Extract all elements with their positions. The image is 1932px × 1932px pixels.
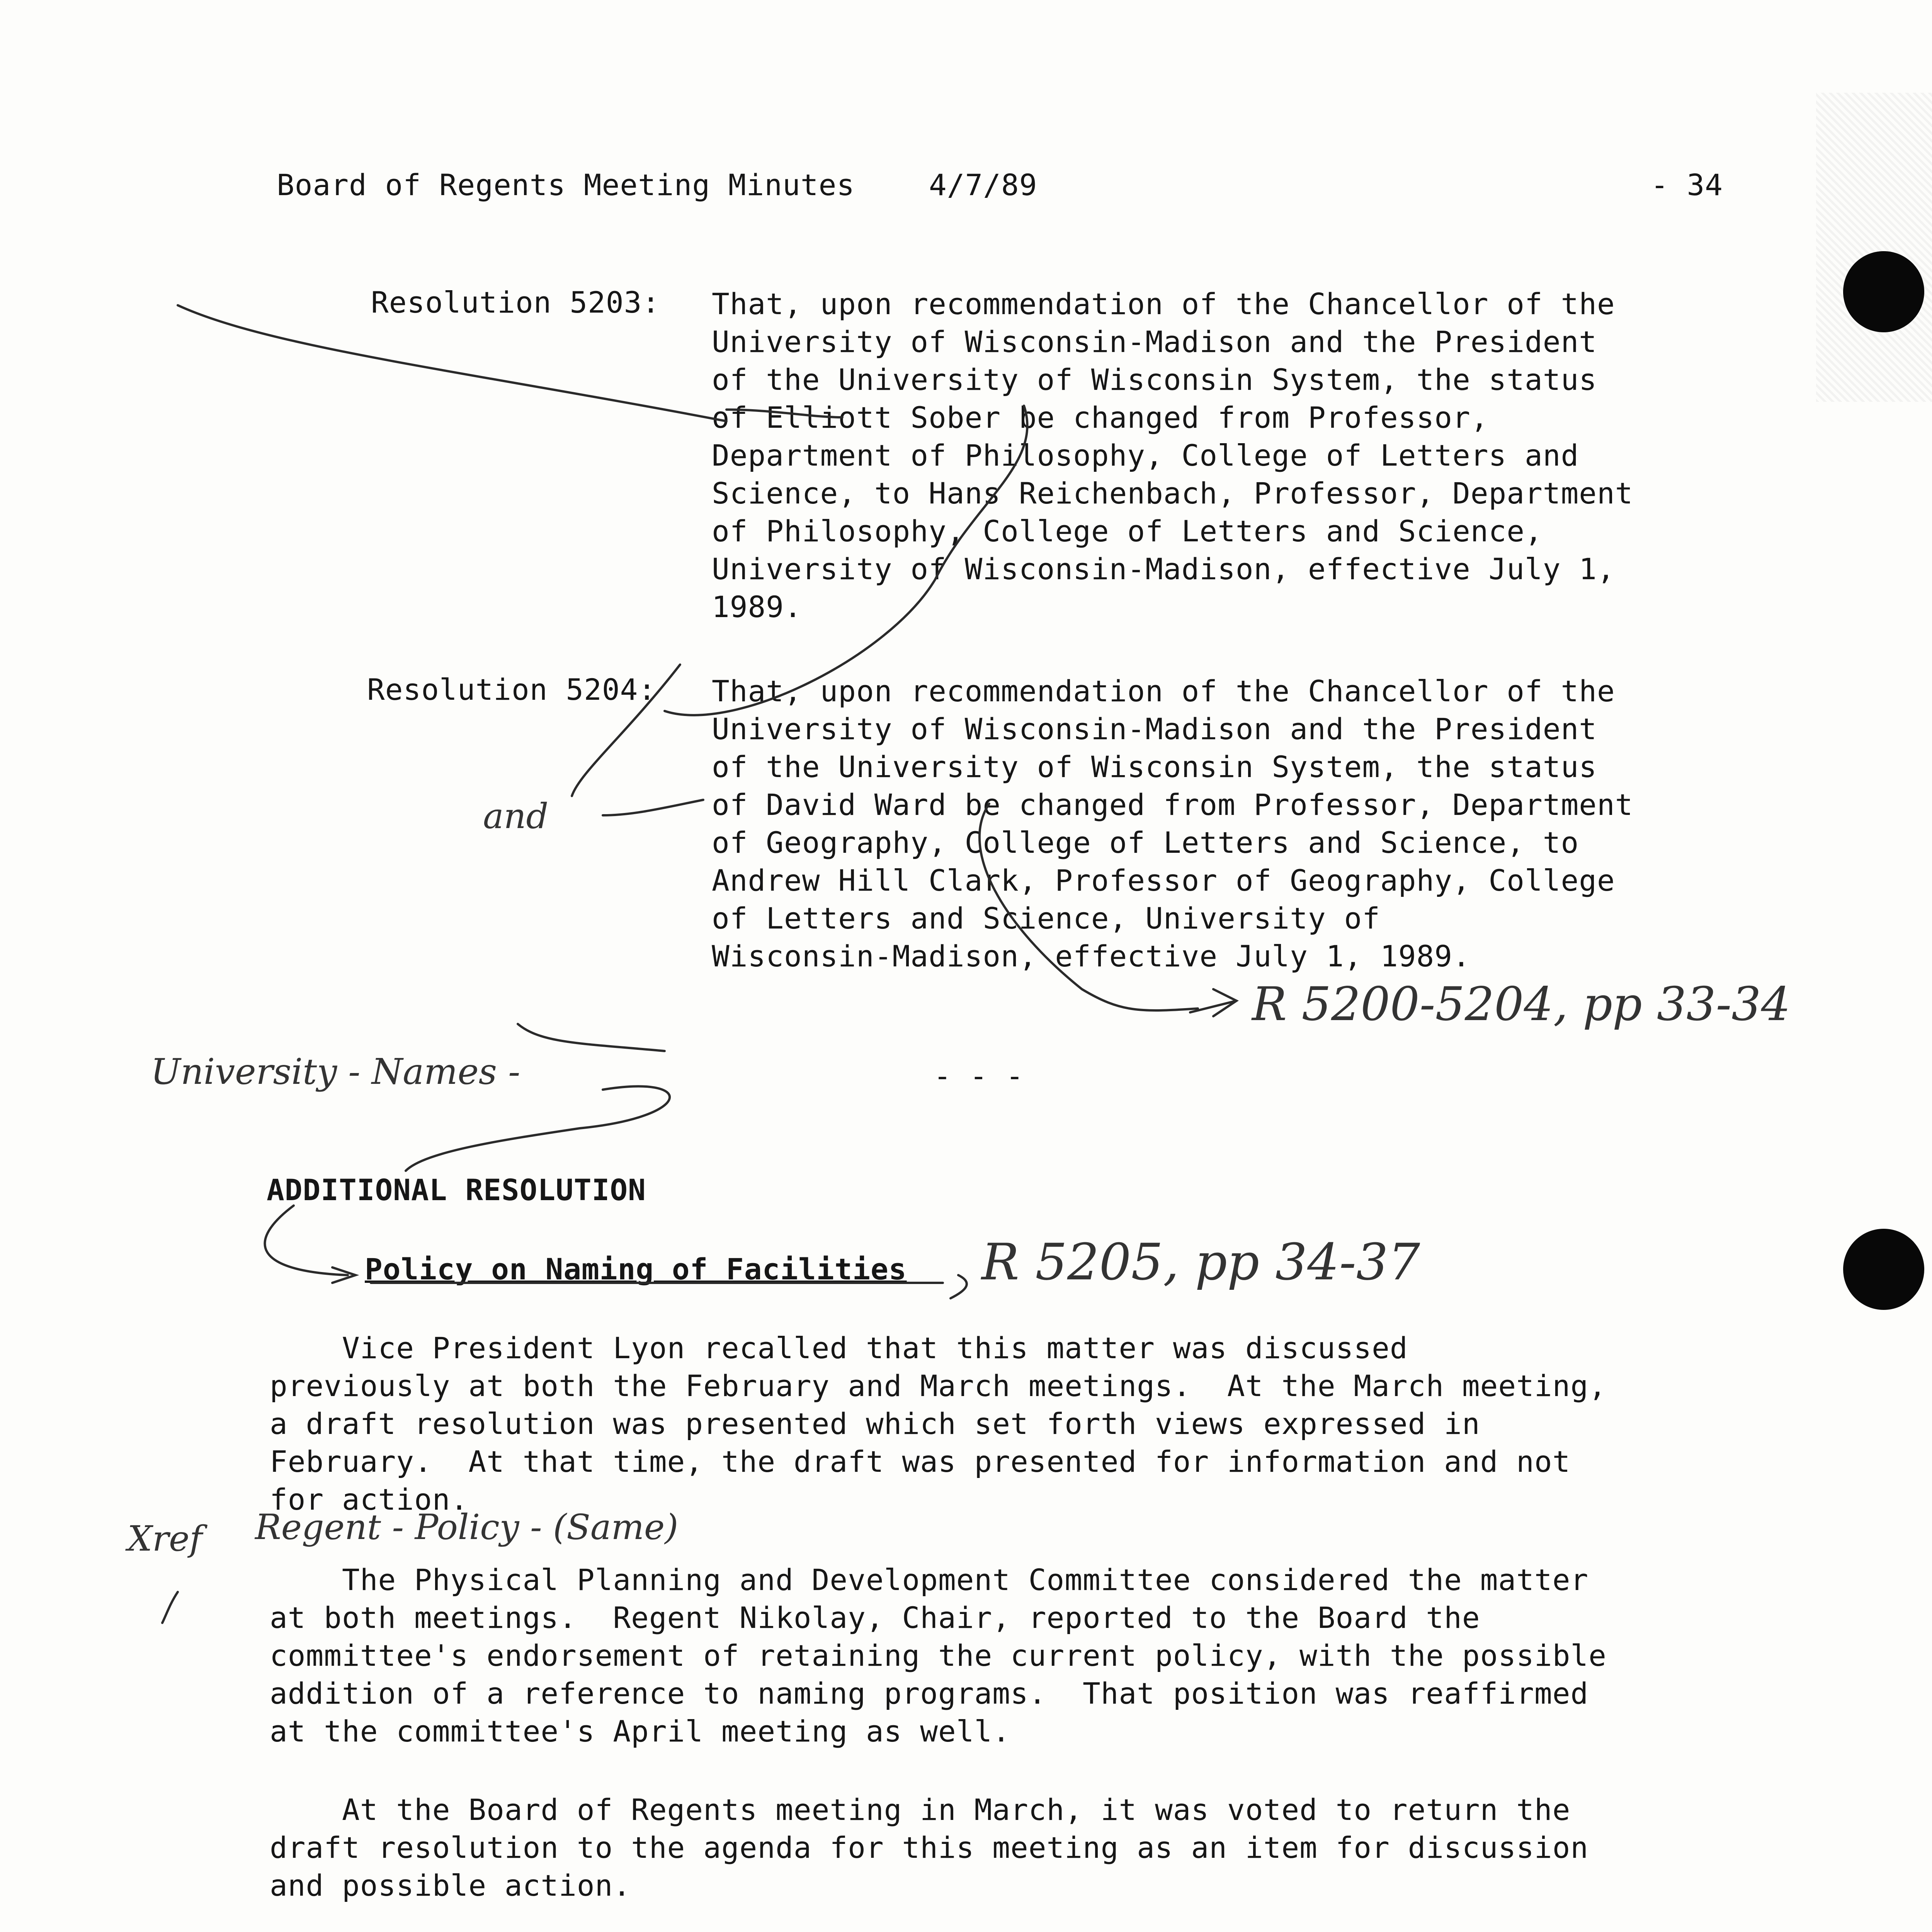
handwritten-and: and bbox=[483, 796, 549, 837]
resolution-line: That, upon recommendation of the Chancellor of the bbox=[712, 287, 1615, 321]
paragraph-line: The Physical Planning and Development Committee considered the matter bbox=[270, 1563, 1589, 1597]
bracket-line bbox=[980, 804, 1198, 1010]
bracket-line bbox=[665, 406, 1027, 715]
resolution-5203-label: Resolution 5203: bbox=[371, 285, 660, 320]
resolution-line: University of Wisconsin-Madison and the President bbox=[712, 325, 1597, 359]
paragraph-line: Vice President Lyon recalled that this matter was discussed bbox=[270, 1331, 1408, 1365]
handwritten-university-names: University - Names - bbox=[151, 1051, 520, 1092]
resolution-line: Wisconsin-Madison, effective July 1, 1989. bbox=[712, 939, 1471, 973]
paragraph-line: for action. bbox=[270, 1482, 469, 1517]
resolution-line: That, upon recommendation of the Chancellor of the bbox=[712, 674, 1615, 708]
pointer-line bbox=[572, 665, 680, 796]
header-date: 4/7/89 bbox=[929, 168, 1037, 202]
resolution-line: Department of Philosophy, College of Letters and bbox=[712, 438, 1579, 473]
handwritten-regent-policy: Regent - Policy - (Same) bbox=[255, 1507, 679, 1548]
resolution-line: of Geography, College of Letters and Science, to bbox=[712, 825, 1579, 860]
handwritten-reference: R 5200-5204, pp 33-34 bbox=[1252, 978, 1791, 1031]
paragraph-line: at both meetings. Regent Nikolay, Chair, reported to the Board the bbox=[270, 1600, 1480, 1635]
pointer-line bbox=[603, 800, 703, 815]
resolution-line: of Elliott Sober be changed from Professor, bbox=[712, 400, 1489, 435]
resolution-line: of David Ward be changed from Professor, Department bbox=[712, 787, 1633, 822]
bracket-line bbox=[951, 1275, 967, 1298]
underline-stroke bbox=[518, 1024, 665, 1051]
header-title: Board of Regents Meeting Minutes bbox=[277, 168, 855, 202]
resolution-line: 1989. bbox=[712, 590, 802, 624]
resolution-line: University of Wisconsin-Madison and the President bbox=[712, 712, 1597, 746]
paragraph-line: and possible action. bbox=[270, 1868, 631, 1903]
bracket-line bbox=[406, 1086, 670, 1171]
resolution-line: of the University of Wisconsin System, the status bbox=[712, 750, 1597, 784]
pointer-line bbox=[178, 305, 726, 421]
arrow-line bbox=[265, 1206, 348, 1275]
resolution-line: Andrew Hill Clark, Professor of Geography, College bbox=[712, 863, 1615, 898]
paragraph-line: a draft resolution was presented which set forth views expressed in bbox=[270, 1406, 1480, 1441]
arrow-head bbox=[1190, 989, 1236, 1016]
pointer-line bbox=[726, 410, 842, 417]
resolution-5204-label: Resolution 5204: bbox=[367, 672, 656, 707]
paragraph-line: draft resolution to the agenda for this meeting as an item for discussion bbox=[270, 1830, 1589, 1865]
section-separator: - - - bbox=[934, 1059, 1024, 1093]
paragraph-line: At the Board of Regents meeting in March, it was voted to return the bbox=[270, 1793, 1571, 1827]
subsection-heading: Policy on Naming of Facilities bbox=[365, 1252, 907, 1286]
paragraph-line: at the committee's April meeting as well. bbox=[270, 1714, 1010, 1748]
resolution-line: of Philosophy, College of Letters and Science, bbox=[712, 514, 1543, 548]
handwritten-reference: R 5205, pp 34-37 bbox=[981, 1233, 1420, 1291]
resolution-line: of the University of Wisconsin System, the status bbox=[712, 362, 1597, 397]
paragraph-line: previously at both the February and March meetings. At the March meeting, bbox=[270, 1369, 1607, 1403]
page-number: - 34 bbox=[1651, 168, 1723, 202]
resolution-line: of Letters and Science, University of bbox=[712, 901, 1380, 935]
paragraph-line: committee's endorsement of retaining the current policy, with the possible bbox=[270, 1638, 1607, 1673]
tick-mark bbox=[162, 1592, 178, 1623]
resolution-line: University of Wisconsin-Madison, effective July 1, bbox=[712, 552, 1615, 586]
handwritten-xref: Xref bbox=[128, 1519, 202, 1559]
paragraph-line: February. At that time, the draft was presented for information and not bbox=[270, 1444, 1571, 1479]
resolution-line: Science, to Hans Reichenbach, Professor, Department bbox=[712, 476, 1633, 510]
paragraph-line: addition of a reference to naming programs. That position was reaffirmed bbox=[270, 1676, 1589, 1711]
section-heading: ADDITIONAL RESOLUTION bbox=[267, 1173, 646, 1207]
